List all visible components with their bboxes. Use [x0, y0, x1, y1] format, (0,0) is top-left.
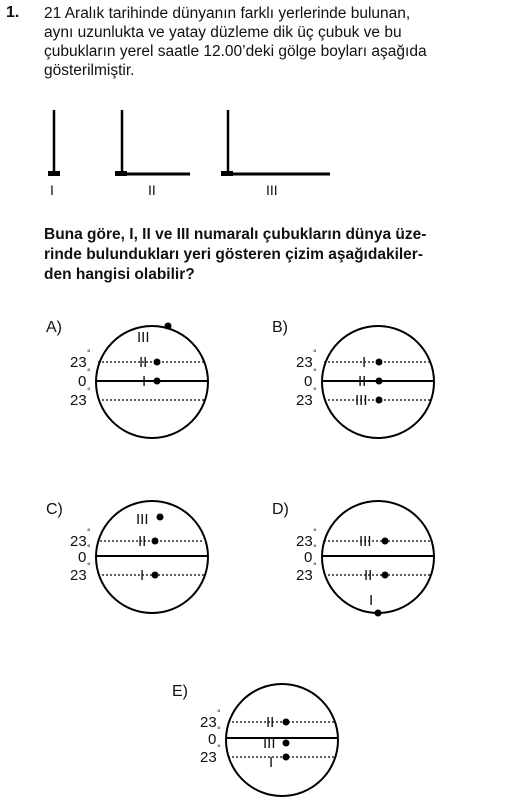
question-prompt: Buna göre, I, II ve III numaralı çubukların dünya üze- rinde bulundukları yeri gösteren çizim aşağıdakiler- den hangisi olabilir?	[44, 226, 427, 283]
lat-bottom-label: 23	[70, 392, 87, 409]
lat-top-label: 23	[70, 354, 87, 371]
option-a[interactable]	[40, 312, 260, 452]
lat-mid-label: 0	[78, 549, 87, 566]
option-e[interactable]	[168, 676, 388, 801]
stick-label-III: III	[266, 182, 278, 198]
marker-label: III	[355, 392, 368, 409]
lat-bottom-label: 23	[296, 567, 313, 584]
lat-bottom-label: 23	[70, 567, 87, 584]
lat-mid-label: 0	[304, 549, 313, 566]
question-number: 1.	[6, 4, 20, 21]
degree-symbol: °	[313, 348, 317, 358]
option-letter: D)	[272, 501, 289, 518]
degree-symbol: °	[313, 543, 317, 553]
option-letter: C)	[46, 501, 63, 518]
degree-symbol: °	[217, 725, 221, 735]
degree-symbol: °	[313, 367, 317, 377]
lat-bottom-label: 23	[296, 392, 313, 409]
marker-label: III	[136, 511, 149, 528]
marker-label: III	[359, 533, 372, 550]
degree-symbol: °	[87, 527, 91, 537]
marker-label: I	[362, 354, 367, 371]
degree-symbol: °	[87, 348, 91, 358]
option-letter: B)	[272, 319, 288, 336]
degree-symbol: °	[313, 527, 317, 537]
option-b[interactable]	[266, 312, 486, 452]
lat-mid-label: 0	[304, 373, 313, 390]
lat-top-label: 23	[296, 354, 313, 371]
marker-label: II	[358, 373, 367, 390]
degree-symbol: °	[87, 367, 91, 377]
stick-III	[221, 110, 330, 198]
degree-symbol: °	[217, 743, 221, 753]
lat-mid-label: 0	[208, 731, 217, 748]
degree-symbol: °	[313, 386, 317, 396]
option-d[interactable]	[266, 494, 486, 634]
marker-label: II	[364, 567, 373, 584]
lat-top-label: 23	[70, 533, 87, 550]
stick-label-I: I	[50, 182, 54, 198]
marker-label: II	[138, 533, 147, 550]
lat-top-label: 23	[296, 533, 313, 550]
degree-symbol: °	[87, 386, 91, 396]
stick-label-II: II	[148, 182, 156, 198]
degree-symbol: °	[313, 561, 317, 571]
marker-label: III	[137, 329, 150, 346]
marker-label: II	[266, 714, 275, 731]
lat-mid-label: 0	[78, 373, 87, 390]
degree-symbol: °	[87, 543, 91, 553]
option-c[interactable]	[40, 494, 260, 634]
degree-symbol: °	[87, 561, 91, 571]
marker-label: II	[139, 354, 148, 371]
stick-I	[48, 110, 60, 198]
lat-bottom-label: 23	[200, 749, 217, 766]
marker-label: I	[142, 373, 147, 390]
marker-label: III	[263, 735, 276, 752]
lat-top-label: 23	[200, 714, 217, 731]
option-letter: A)	[46, 319, 62, 336]
option-letter: E)	[172, 683, 188, 700]
question-text: 21 Aralık tarihinde dünyanın farklı yerlerinde bulunan, aynı uzunlukta ve yatay düzleme dik üç çubuk ve bu çubukların yerel saatle 12.00’deki gölge boyları aşağıda gösterilmiştir.	[44, 5, 427, 79]
marker-label: I	[269, 754, 274, 771]
stick-II	[115, 110, 190, 198]
marker-label: I	[369, 592, 374, 609]
degree-symbol: °	[217, 708, 221, 718]
marker-label: I	[140, 567, 145, 584]
